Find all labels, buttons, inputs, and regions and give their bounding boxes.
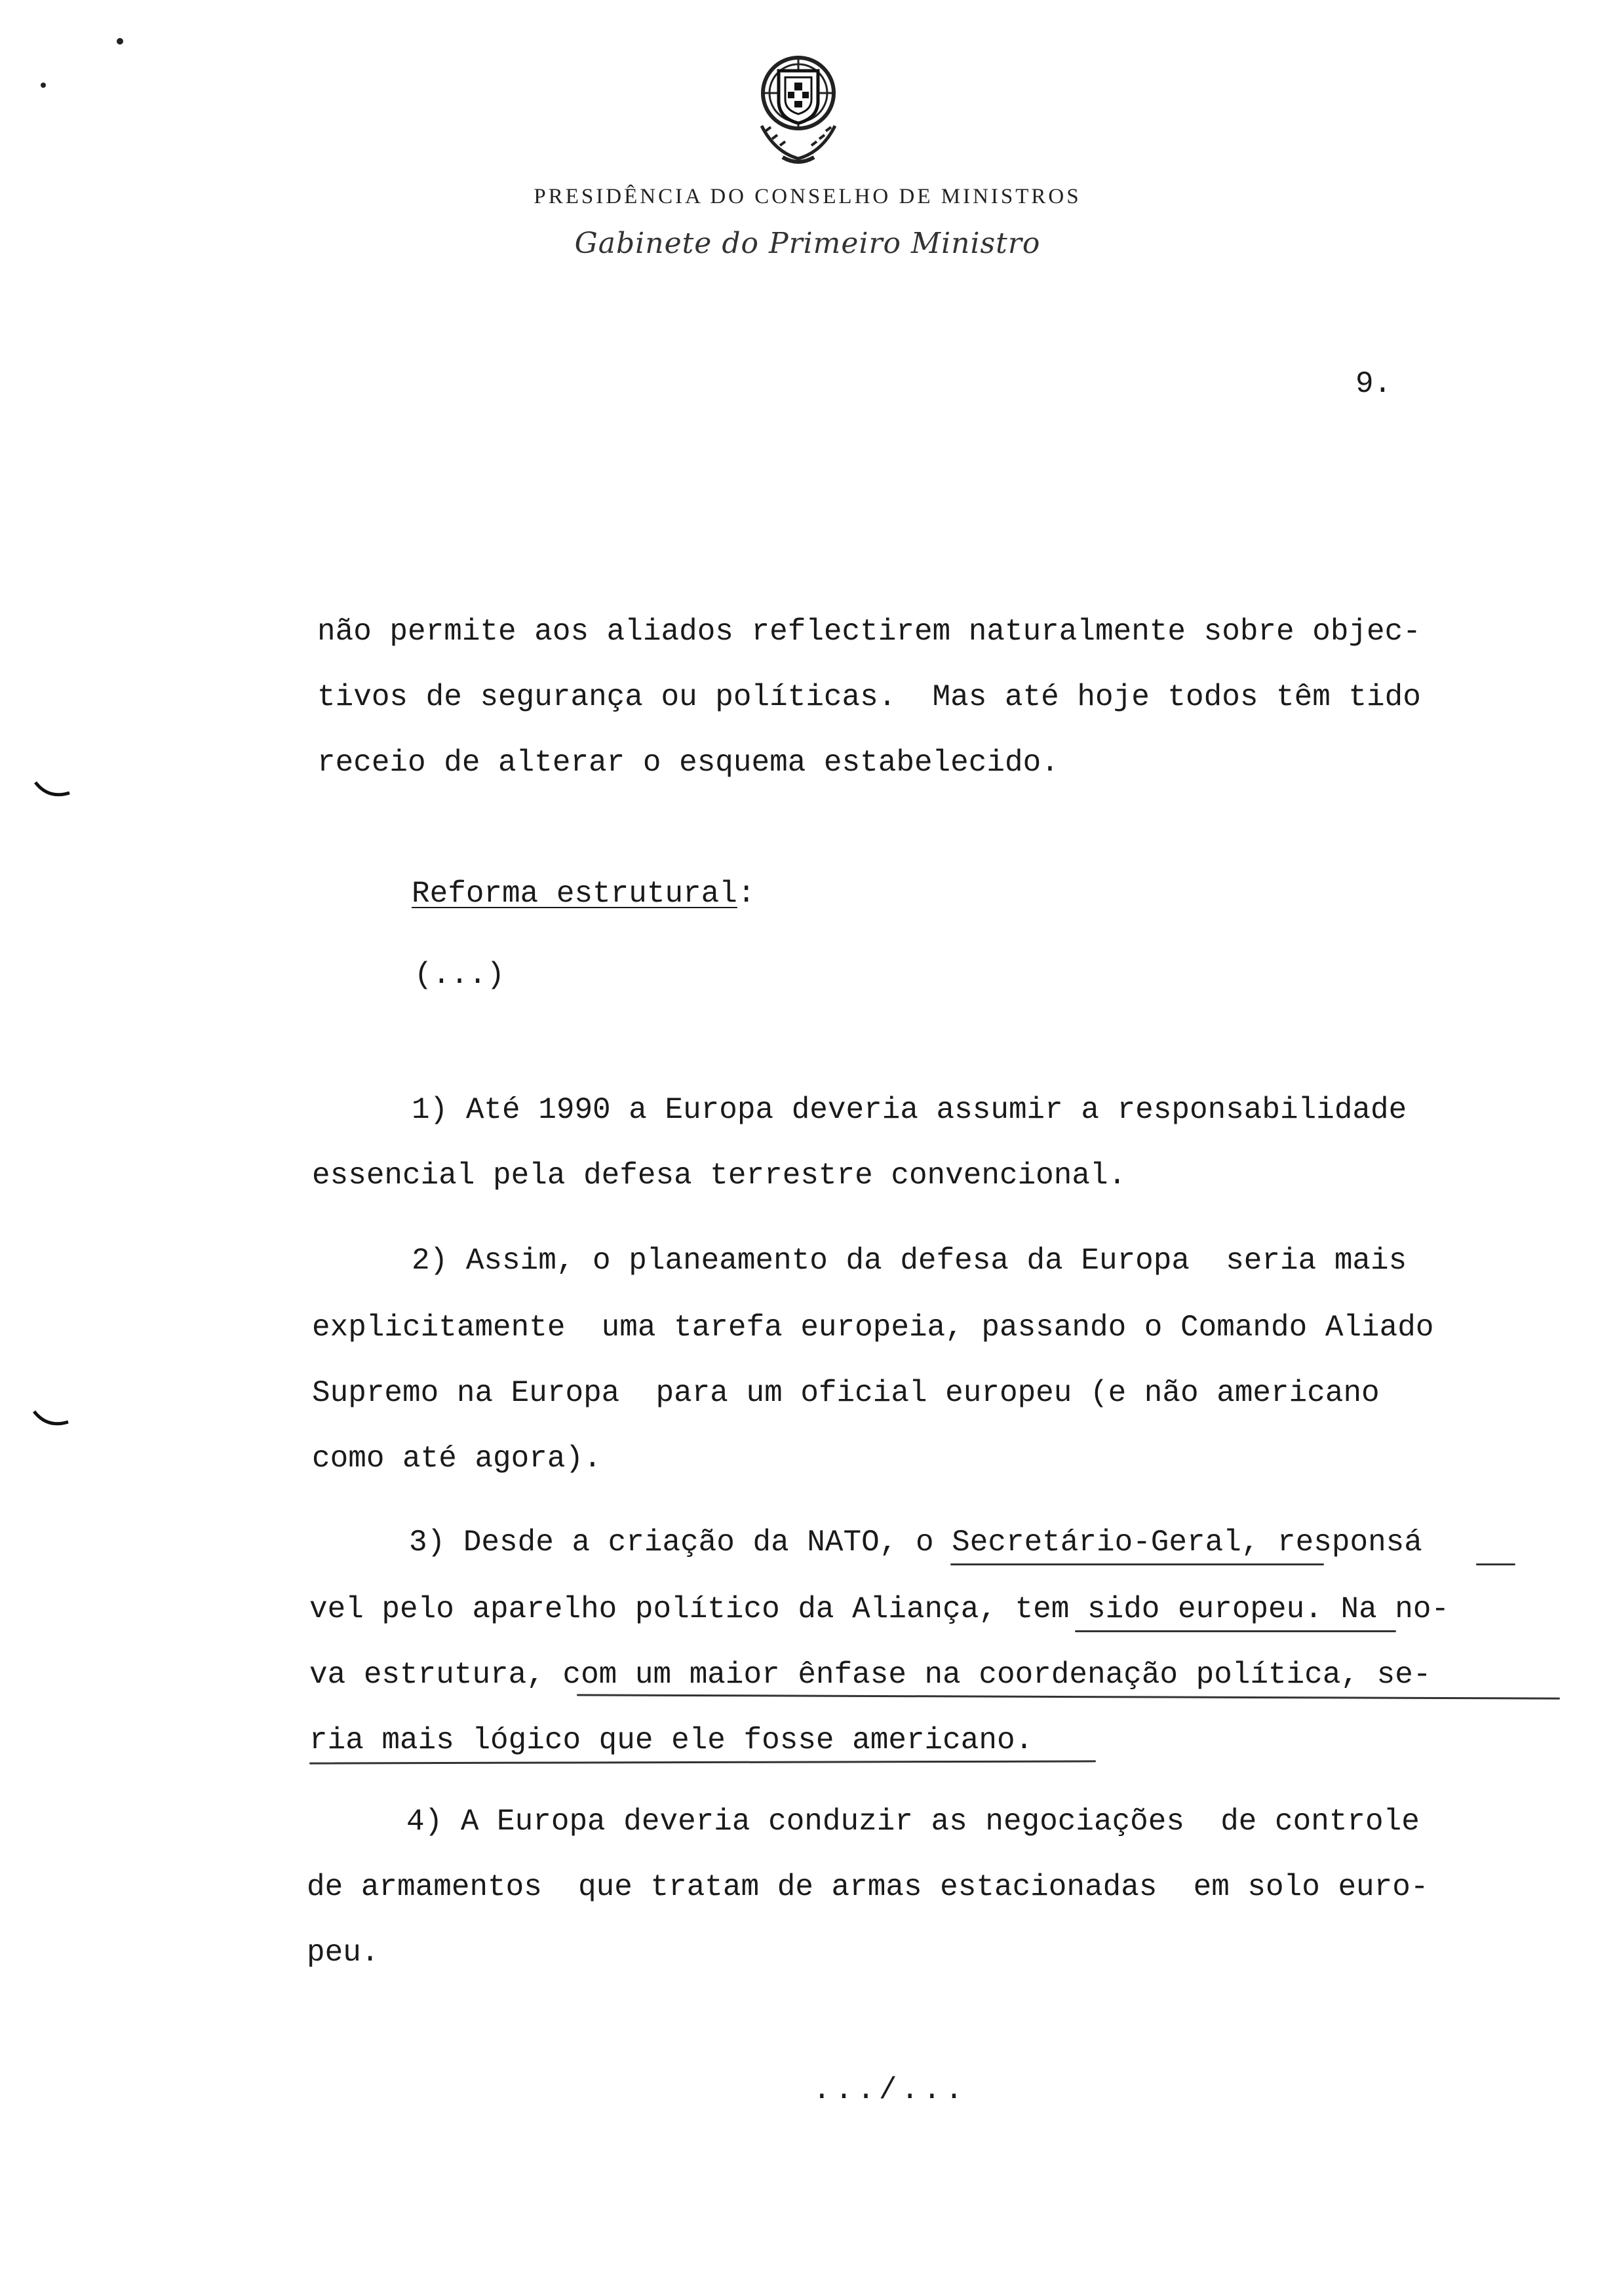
margin-mark xyxy=(31,1409,71,1428)
body-line: não permite aos aliados reflectirem naturalmente sobre objec- xyxy=(317,615,1421,649)
point-4-line: de armamentos que tratam de armas estacionadas em solo euro- xyxy=(307,1870,1429,1904)
point-3-line xyxy=(309,1591,1449,1628)
section-heading-text: Reforma estrutural xyxy=(412,877,737,911)
point-2-line: como até agora). xyxy=(312,1442,602,1476)
point-2-line: Supremo na Europa para um oficial europeu (e não americano xyxy=(312,1376,1380,1410)
office-subheader: Gabinete do Primeiro Ministro xyxy=(574,227,1041,260)
page-number: 9. xyxy=(1355,367,1392,401)
pen-underline xyxy=(309,1760,1096,1764)
continuation-mark: .../... xyxy=(813,2073,967,2107)
point-1-line: 1) Até 1990 a Europa deveria assumir a responsabilidade xyxy=(412,1093,1407,1127)
pen-underline xyxy=(577,1694,1560,1699)
text-span: o Secretário-Geral, xyxy=(915,1525,1260,1559)
stray-mark xyxy=(117,38,123,45)
point-2-line: explicitamente uma tarefa europeia, passando o Comando Aliado xyxy=(312,1311,1434,1345)
point-3-line xyxy=(409,1524,1422,1561)
section-heading-colon: : xyxy=(737,877,756,911)
pen-underline xyxy=(1075,1630,1396,1632)
section-heading xyxy=(412,875,756,912)
text-span: tem sido europeu xyxy=(1015,1592,1305,1626)
text-span: com um maior ênfase na coordenação política, se- xyxy=(562,1658,1431,1692)
coat-of-arms-emblem xyxy=(746,47,851,172)
margin-mark xyxy=(33,780,72,799)
point-4-line: 4) A Europa deveria conduzir as negociações de controle xyxy=(406,1805,1420,1839)
body-line: tivos de segurança ou políticas. Mas até hoje todos têm tido xyxy=(317,680,1421,714)
text-span: responsá xyxy=(1259,1525,1422,1559)
body-line: receio de alterar o esquema estabelecido. xyxy=(317,746,1059,780)
stray-mark xyxy=(41,83,46,88)
text-span: va estrutura, xyxy=(309,1658,563,1692)
point-2-line: 2) Assim, o planeamento da defesa da Europa seria mais xyxy=(412,1244,1407,1278)
institution-header: PRESIDÊNCIA DO CONSELHO DE MINISTROS xyxy=(534,185,1081,208)
text-span: . Na no- xyxy=(1304,1592,1450,1626)
point-1-line: essencial pela defesa terrestre convencional. xyxy=(312,1158,1127,1193)
point-3-line: ria mais lógico que ele fosse americano. xyxy=(309,1723,1034,1757)
pen-underline xyxy=(950,1563,1324,1565)
text-span: vel pelo aparelho político da Aliança, xyxy=(309,1592,1015,1626)
pen-underline xyxy=(1476,1563,1515,1565)
point-4-line: peu. xyxy=(307,1936,379,1970)
text-span: 3) Desde a criação da NATO, xyxy=(409,1525,916,1559)
point-3-line xyxy=(309,1656,1431,1693)
ellipsis: (...) xyxy=(414,958,505,992)
